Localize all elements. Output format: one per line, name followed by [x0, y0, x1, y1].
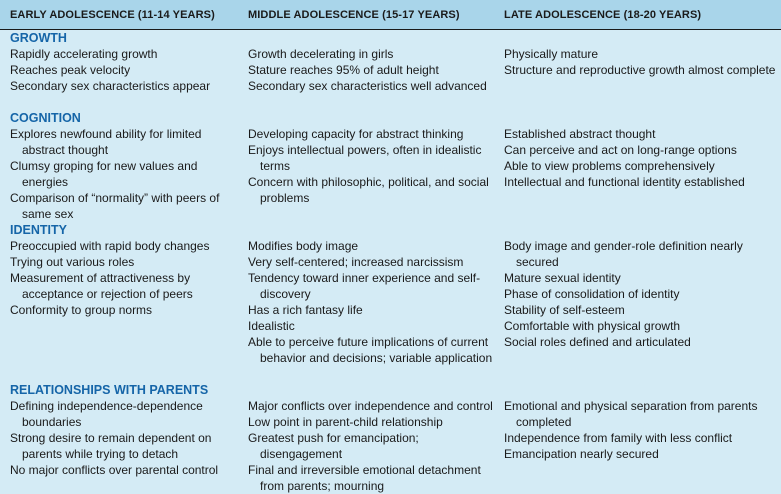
list-item: Final and irreversible emotional detachment from parents; mourning: [248, 463, 481, 493]
list-item: Able to perceive future implications of current behavior and decisions; variable application: [248, 335, 493, 365]
list-item: Strong desire to remain dependent on parents while trying to detach: [10, 431, 212, 461]
growth-early: [10, 46, 238, 94]
list-item: Preoccupied with rapid body changes: [10, 239, 210, 253]
section-title-identity: IDENTITY: [10, 223, 67, 237]
list-item: Independence from family with less conflict: [504, 431, 733, 445]
list-item: Mature sexual identity: [504, 271, 621, 285]
table-header: [0, 0, 781, 30]
list-item: Physically mature: [504, 47, 599, 61]
list-item: Structure and reproductive growth almost complete: [504, 63, 776, 77]
list-item: Reaches peak velocity: [10, 63, 131, 77]
list-item: Measurement of attractiveness by acceptance or rejection of peers: [10, 271, 193, 301]
cognition-middle: [248, 126, 496, 206]
relationships-middle: [248, 398, 496, 494]
list-item: No major conflicts over parental control: [10, 463, 219, 477]
list-item: Stability of self-esteem: [504, 303, 625, 317]
list-item: Idealistic: [248, 319, 295, 333]
header-early: EARLY ADOLESCENCE (11-14 YEARS): [10, 9, 215, 21]
list-item: Tendency toward inner experience and self-discovery: [248, 271, 481, 301]
cognition-late: [504, 126, 776, 190]
list-item: Intellectual and functional identity established: [504, 175, 745, 189]
list-item: Growth decelerating in girls: [248, 47, 394, 61]
section-title-growth: GROWTH: [10, 31, 67, 45]
list-item: Modifies body image: [248, 239, 359, 253]
list-item: Has a rich fantasy life: [248, 303, 363, 317]
list-item: Social roles defined and articulated: [504, 335, 691, 349]
list-item: Body image and gender-role definition nearly secured: [504, 239, 743, 269]
list-item: Greatest push for emancipation; disengagement: [248, 431, 419, 461]
list-item: Emancipation nearly secured: [504, 447, 659, 461]
list-item: Defining independence-dependence boundaries: [10, 399, 203, 429]
list-item: Developing capacity for abstract thinking: [248, 127, 464, 141]
list-item: Explores newfound ability for limited abstract thought: [10, 127, 202, 157]
list-item: Comparison of “normality” with peers of same sex: [10, 191, 220, 221]
list-item: Low point in parent-child relationship: [248, 415, 443, 429]
header-late: LATE ADOLESCENCE (18-20 YEARS): [504, 9, 702, 21]
section-title-cognition: COGNITION: [10, 111, 81, 125]
cognition-early: [10, 126, 238, 222]
section-title-relationships: RELATIONSHIPS WITH PARENTS: [10, 383, 209, 397]
list-item: Phase of consolidation of identity: [504, 287, 680, 301]
list-item: Conformity to group norms: [10, 303, 153, 317]
list-item: Able to view problems comprehensively: [504, 159, 715, 173]
list-item: Can perceive and act on long-range options: [504, 143, 737, 157]
list-item: Clumsy groping for new values and energies: [10, 159, 198, 189]
relationships-late: [504, 398, 776, 462]
identity-early: [10, 238, 238, 318]
list-item: Comfortable with physical growth: [504, 319, 681, 333]
list-item: Stature reaches 95% of adult height: [248, 63, 439, 77]
list-item: Emotional and physical separation from parents completed: [504, 399, 758, 429]
identity-late: [504, 238, 776, 350]
header-middle: MIDDLE ADOLESCENCE (15-17 YEARS): [248, 9, 460, 21]
list-item: Enjoys intellectual powers, often in idealistic terms: [248, 143, 482, 173]
list-item: Secondary sex characteristics well advanced: [248, 79, 487, 93]
identity-middle: [248, 238, 496, 366]
list-item: Established abstract thought: [504, 127, 656, 141]
list-item: Trying out various roles: [10, 255, 135, 269]
relationships-early: [10, 398, 238, 478]
growth-late: [504, 46, 776, 78]
list-item: Very self-centered; increased narcissism: [248, 255, 464, 269]
list-item: Major conflicts over independence and control: [248, 399, 493, 413]
list-item: Concern with philosophic, political, and social problems: [248, 175, 489, 205]
list-item: Rapidly accelerating growth: [10, 47, 158, 61]
list-item: Secondary sex characteristics appear: [10, 79, 211, 93]
growth-middle: [248, 46, 496, 94]
